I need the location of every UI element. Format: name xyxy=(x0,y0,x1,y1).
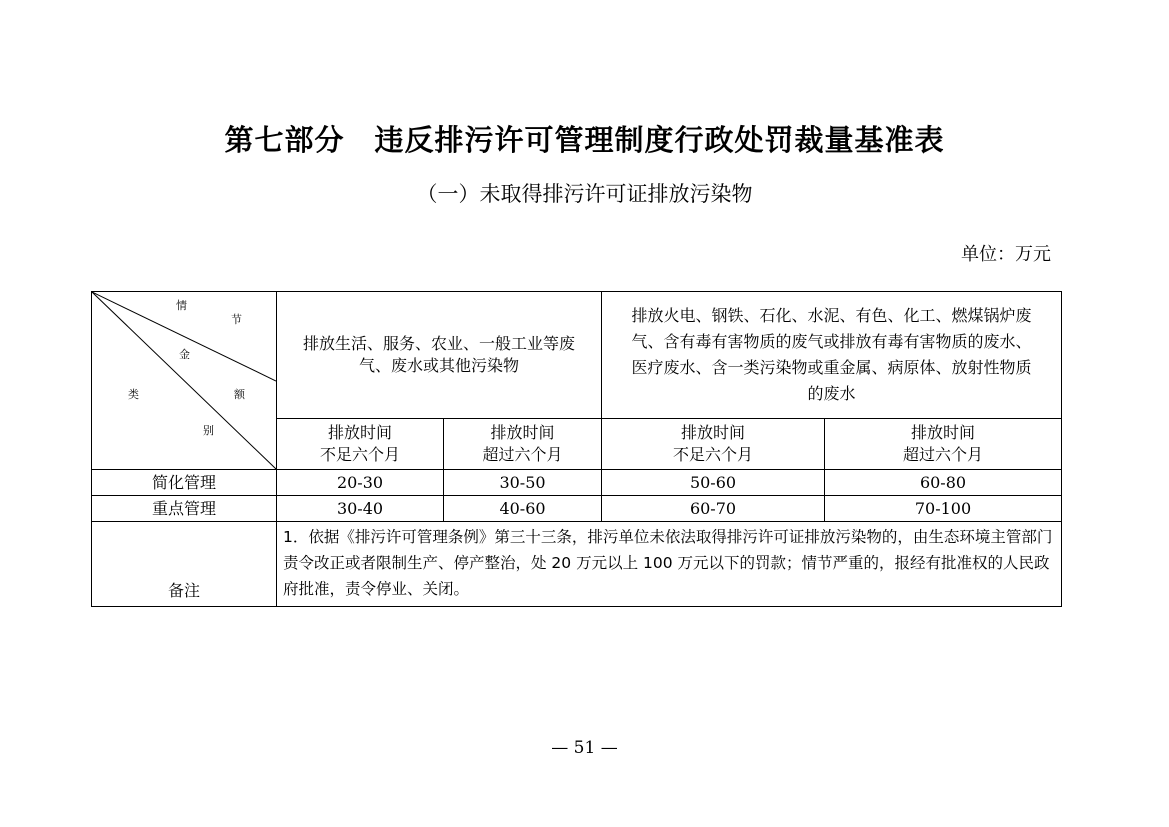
diagonal-header-cell xyxy=(91,291,277,470)
page-title: 第七部分 违反排污许可管理制度行政处罚裁量基准表 xyxy=(224,123,945,157)
subheader-toxic-over6: 排放时间 超过六个月 xyxy=(824,418,1062,470)
notes-label: 备注 xyxy=(91,521,277,607)
diag-lei: 类 xyxy=(128,388,139,401)
unit-label: 单位：万元 xyxy=(961,244,1051,265)
diag-e: 额 xyxy=(234,388,245,401)
diag-jin: 金 xyxy=(179,348,190,361)
diag-qing: 情 xyxy=(176,299,187,312)
subheader-general-over6: 排放时间 超过六个月 xyxy=(443,418,602,470)
table-cell: 30-40 xyxy=(276,495,444,522)
table-cell: 30-50 xyxy=(443,469,602,496)
row-label-key: 重点管理 xyxy=(91,495,277,522)
page-number: — 51 — xyxy=(551,738,618,758)
diag-bie: 别 xyxy=(203,424,214,437)
notes-text: 1．依据《排污许可管理条例》第三十三条，排污单位未依法取得排污许可证排放污染物的，由生态环境主管部门责令改正或者限制生产、停产整治，处 20 万元以上 100 万元以下的罚款；情节严重的，报经有批准权的人民政府批准，责令停业、关闭。 xyxy=(276,521,1062,607)
table-cell: 50-60 xyxy=(601,469,825,496)
row-label-simplified: 简化管理 xyxy=(91,469,277,496)
section-subtitle: （一）未取得排污许可证排放污染物 xyxy=(416,182,753,206)
table-cell: 70-100 xyxy=(824,495,1062,522)
table-cell: 40-60 xyxy=(443,495,602,522)
table-cell: 60-70 xyxy=(601,495,825,522)
group-header-general: 排放生活、服务、农业、一般工业等废气、废水或其他污染物 xyxy=(276,291,602,419)
table-cell: 60-80 xyxy=(824,469,1062,496)
diagonal-lines xyxy=(92,292,276,469)
subheader-toxic-under6: 排放时间 不足六个月 xyxy=(601,418,825,470)
subheader-general-under6: 排放时间 不足六个月 xyxy=(276,418,444,470)
group-header-toxic: 排放火电、钢铁、石化、水泥、有色、化工、燃煤锅炉废气、含有毒有害物质的废气或排放有毒有害物质的废水、医疗废水、含一类污染物或重金属、病原体、放射性物质的废水 xyxy=(601,291,1062,419)
table-cell: 20-30 xyxy=(276,469,444,496)
diag-jie: 节 xyxy=(231,313,242,326)
